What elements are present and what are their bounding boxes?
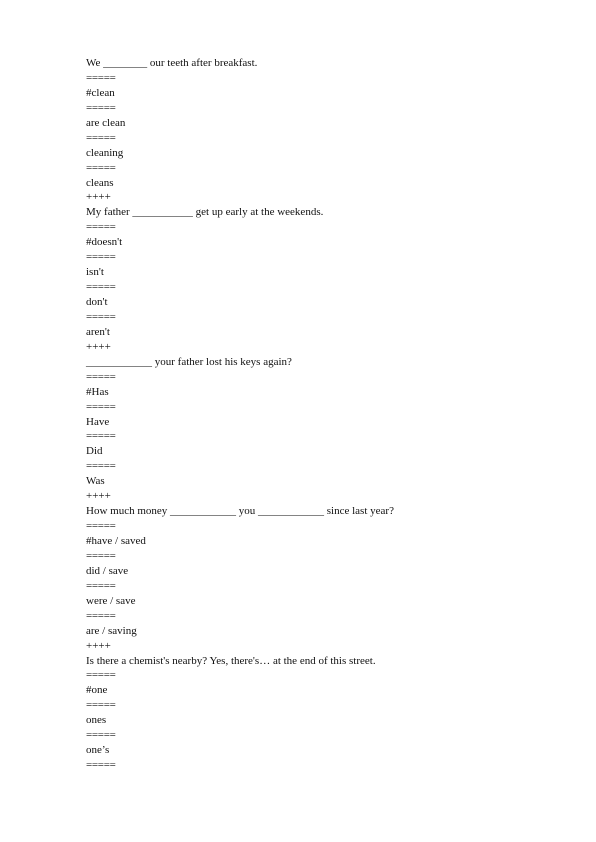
- separator: =====: [86, 370, 116, 383]
- separator: =====: [86, 251, 116, 264]
- answer-option-correct: #have / saved: [86, 535, 146, 547]
- answer-option: did / save: [86, 564, 129, 577]
- separator: =====: [86, 131, 116, 144]
- question-text: Is there a chemist's nearby? Yes, there's… at the end of this street.: [86, 654, 376, 667]
- answer-option-correct: #clean: [86, 86, 115, 99]
- separator: =====: [86, 281, 116, 294]
- question-text: How much money ____________ you ____________ since last year?: [86, 505, 394, 518]
- separator: =====: [86, 71, 116, 84]
- answer-option: are / saving: [86, 624, 137, 637]
- separator: =====: [86, 729, 116, 742]
- answer-option: one’s: [86, 744, 110, 757]
- answer-option: isn't: [86, 266, 104, 279]
- separator: =====: [86, 759, 116, 772]
- answer-option-correct: #Has: [86, 385, 109, 398]
- separator: =====: [86, 400, 116, 413]
- separator: =====: [86, 520, 116, 533]
- question-separator: ++++: [86, 639, 111, 652]
- answer-option: don't: [86, 296, 108, 308]
- question-text: We ________ our teeth after breakfast.: [86, 57, 258, 69]
- answer-option: cleans: [86, 176, 114, 189]
- separator: =====: [86, 101, 116, 114]
- separator: =====: [86, 161, 116, 174]
- answer-option-correct: #one: [86, 684, 108, 697]
- answer-option: Have: [86, 415, 110, 428]
- answer-option: cleaning: [86, 146, 124, 159]
- separator: =====: [86, 579, 116, 592]
- question-separator: ++++: [86, 340, 111, 353]
- quiz-content: [86, 56, 566, 773]
- answer-option: Did: [86, 445, 103, 458]
- separator: =====: [86, 221, 116, 234]
- separator: =====: [86, 430, 116, 443]
- question-text: ____________ your father lost his keys again?: [86, 355, 292, 368]
- answer-option: were / save: [86, 594, 136, 607]
- separator: =====: [86, 669, 116, 682]
- question-text: My father ___________ get up early at the weekends.: [86, 206, 324, 219]
- separator: =====: [86, 460, 116, 473]
- separator: =====: [86, 549, 116, 562]
- answer-option: aren't: [86, 325, 110, 338]
- question-separator: ++++: [86, 490, 111, 503]
- answer-option: ones: [86, 714, 107, 727]
- answer-option: are clean: [86, 116, 126, 129]
- answer-option: Was: [86, 475, 105, 488]
- answer-option-correct: #doesn't: [86, 236, 123, 249]
- separator: =====: [86, 310, 116, 323]
- separator: =====: [86, 699, 116, 712]
- question-separator: ++++: [86, 191, 111, 204]
- separator: =====: [86, 609, 116, 622]
